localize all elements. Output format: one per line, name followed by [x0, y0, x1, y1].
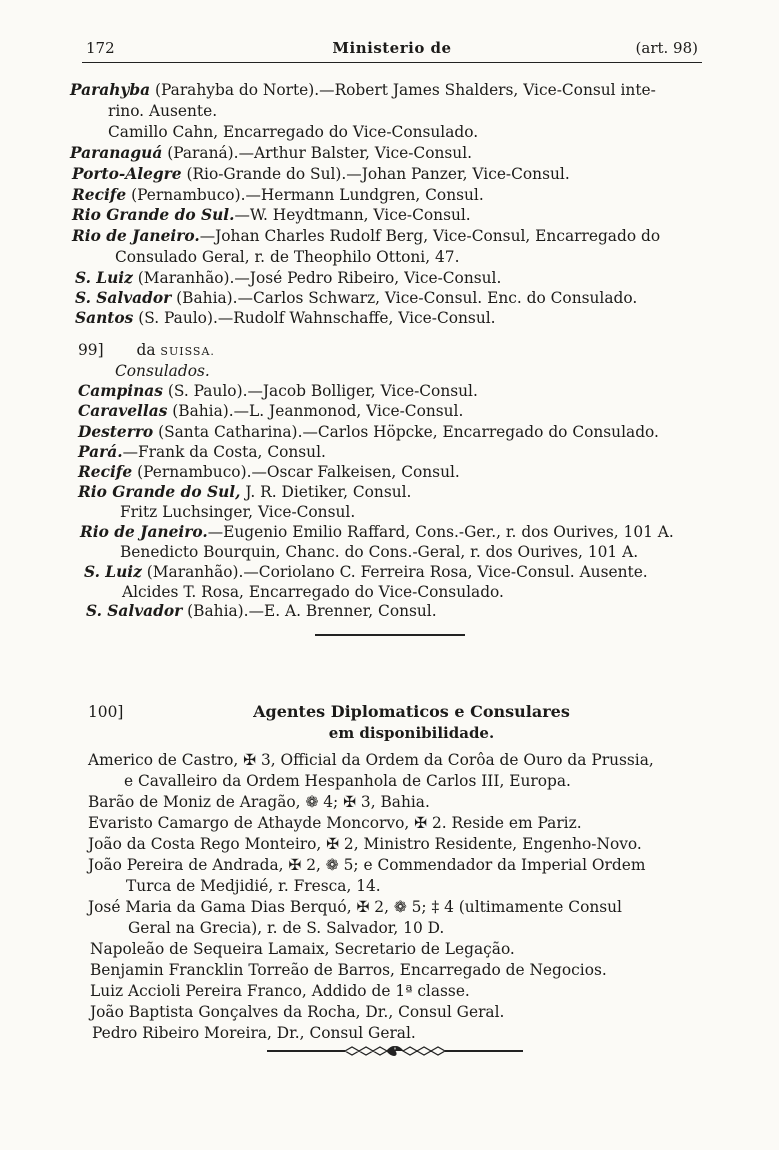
entry-line: Geral na Grecia), r. de S. Salvador, 10 D. [128, 919, 445, 937]
entry-line: Consulado Geral, r. de Theophilo Ottoni, 47. [115, 248, 460, 266]
entry-line: Paranaguá (Paraná).—Arthur Balster, Vice-Consul. [70, 144, 473, 162]
page-header [82, 36, 702, 63]
entry-line: Turca de Medjidié, r. Fresca, 14. [126, 877, 381, 895]
entry-line: Napoleão de Sequeira Lamaix, Secretario de Legação. [90, 940, 515, 958]
entry-line: Alcides T. Rosa, Encarregado do Vice-Consulado. [122, 583, 504, 601]
entry-line: Rio Grande do Sul, J. R. Dietiker, Consul. [78, 483, 412, 501]
entry-line: Benjamin Francklin Torreão de Barros, Encarregado de Negocios. [90, 961, 607, 979]
entry-line: Santos (S. Paulo).—Rudolf Wahnschaffe, Vice-Consul. [75, 309, 496, 327]
entry-line: S. Salvador (Bahia).—E. A. Brenner, Consul. [86, 602, 437, 620]
entry-line: rino. Ausente. [108, 102, 218, 120]
section-heading: Agentes Diplomaticos e Consulares [253, 702, 570, 721]
entry-line: Pedro Ribeiro Moreira, Dr., Consul Geral. [92, 1024, 416, 1042]
entry-line: Americo de Castro, ✠ 3, Official da Ordem da Corôa de Ouro da Prussia, [88, 751, 654, 769]
entry-line: Desterro (Santa Catharina).—Carlos Höpcke, Encarregado do Consulado. [78, 423, 659, 441]
section-number: 99] [78, 341, 104, 359]
entry-line: Rio de Janeiro.—Johan Charles Rudolf Berg, Vice-Consul, Encarregado do [72, 227, 661, 245]
entry-line: Recife (Pernambuco).—Hermann Lundgren, Consul. [72, 186, 484, 204]
entry-line: e Cavalleiro da Ordem Hespanhola de Carlos III, Europa. [124, 772, 571, 790]
entry-line: João da Costa Rego Monteiro, ✠ 2, Ministro Residente, Engenho-Novo. [88, 835, 642, 853]
section-number: 100] [88, 703, 124, 721]
entry-line: Recife (Pernambuco).—Oscar Falkeisen, Consul. [78, 463, 460, 481]
entry-line: Pará.—Frank da Costa, Consul. [78, 443, 326, 461]
entry-line: S. Salvador (Bahia).—Carlos Schwarz, Vice-Consul. Enc. do Consulado. [75, 289, 638, 307]
entry-line: José Maria da Gama Dias Berquó, ✠ 2, ❁ 5; ‡ 4 (ultimamente Consul [88, 898, 622, 916]
subheading: Consulados. [115, 362, 210, 380]
entry-line: Barão de Moniz de Aragão, ❁ 4; ✠ 3, Bahia. [88, 793, 430, 811]
section-heading: 99] da SUISSA. [78, 341, 215, 359]
entry-line: João Baptista Gonçalves da Rocha, Dr., Consul Geral. [90, 1003, 505, 1021]
entry-line: Porto-Alegre (Rio-Grande do Sul).—Johan Panzer, Vice-Consul. [72, 165, 570, 183]
article-reference: (art. 98) [635, 39, 698, 57]
entry-line: Camillo Cahn, Encarregado do Vice-Consulado. [108, 123, 479, 141]
entry-line: Fritz Luchsinger, Vice-Consul. [120, 503, 356, 521]
entry-line: Evaristo Camargo de Athayde Moncorvo, ✠ 2. Reside em Pariz. [88, 814, 582, 832]
entry-line: Rio de Janeiro.—Eugenio Emilio Raffard, Cons.-Ger., r. dos Ourives, 101 A. [80, 523, 674, 541]
entry-line: Luiz Accioli Pereira Franco, Addido de 1ª classe. [90, 982, 470, 1000]
end-ornament-icon [265, 1044, 525, 1058]
subheading: em disponibilidade. [328, 724, 495, 742]
entry-line: Caravellas (Bahia).—L. Jeanmonod, Vice-Consul. [78, 402, 464, 420]
section-divider [315, 634, 465, 636]
page-number: 172 [86, 39, 115, 57]
running-title: Ministerio de [332, 39, 452, 57]
entry-line: S. Luiz (Maranhão).—Coriolano C. Ferreira Rosa, Vice-Consul. Ausente. [84, 563, 648, 581]
country-name: SUISSA. [160, 345, 215, 358]
entry-line: Benedicto Bourquin, Chanc. do Cons.-Geral, r. dos Ourives, 101 A. [120, 543, 639, 561]
entry-line: Rio Grande do Sul.—W. Heydtmann, Vice-Consul. [72, 206, 471, 224]
entry-line: S. Luiz (Maranhão).—José Pedro Ribeiro, Vice-Consul. [75, 269, 502, 287]
entry-line: Campinas (S. Paulo).—Jacob Bolliger, Vice-Consul. [78, 382, 478, 400]
entry-line: João Pereira de Andrada, ✠ 2, ❁ 5; e Commendador da Imperial Ordem [88, 856, 646, 874]
entry-line: Parahyba (Parahyba do Norte).—Robert James Shalders, Vice-Consul inte- [70, 81, 656, 99]
